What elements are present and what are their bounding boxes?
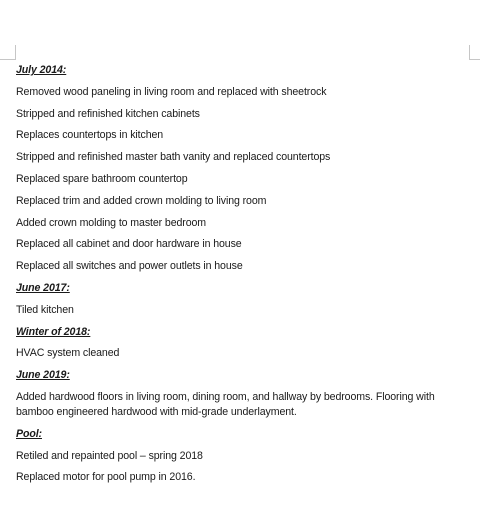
body-paragraph: Replaced spare bathroom countertop (16, 172, 188, 185)
body-paragraph: Stripped and refinished master bath vanity and replaced countertops (16, 151, 331, 164)
body-paragraph: Replaced all switches and power outlets in house (16, 260, 243, 273)
body-paragraph: Retiled and repainted pool – spring 2018 (16, 449, 203, 462)
body-paragraph: Tiled kitchen (16, 303, 74, 316)
body-paragraph: Added crown molding to master bedroom (16, 216, 207, 229)
crop-mark-top-left (15, 45, 16, 60)
body-paragraph: Replaced motor for pool pump in 2016. (16, 471, 196, 484)
section-heading: July 2014: (16, 64, 67, 76)
body-paragraph: Stripped and refinished kitchen cabinets (16, 107, 200, 120)
section-heading: Pool: (16, 427, 42, 440)
crop-mark-top-right (469, 59, 480, 60)
section-heading: Winter of 2018: (16, 325, 91, 338)
body-paragraph: Replaced all cabinet and door hardware in house (16, 238, 242, 251)
body-paragraph: Replaces countertops in kitchen (16, 129, 164, 142)
body-paragraph: Replaced trim and added crown molding to living room (16, 194, 267, 207)
body-paragraph: Added hardwood floors in living room, dining room, and hallway by bedrooms. Flooring with bamboo engineered hardwood with mid-grade underlayment. (16, 390, 435, 418)
crop-mark-top-right (469, 45, 470, 60)
document-body (16, 63, 466, 492)
section-heading: June 2017: (16, 281, 70, 294)
crop-mark-top-left (0, 59, 16, 60)
section-heading: June 2019: (16, 369, 70, 382)
body-paragraph: HVAC system cleaned (16, 347, 120, 360)
body-paragraph: Removed wood paneling in living room and replaced with sheetrock (16, 85, 327, 98)
